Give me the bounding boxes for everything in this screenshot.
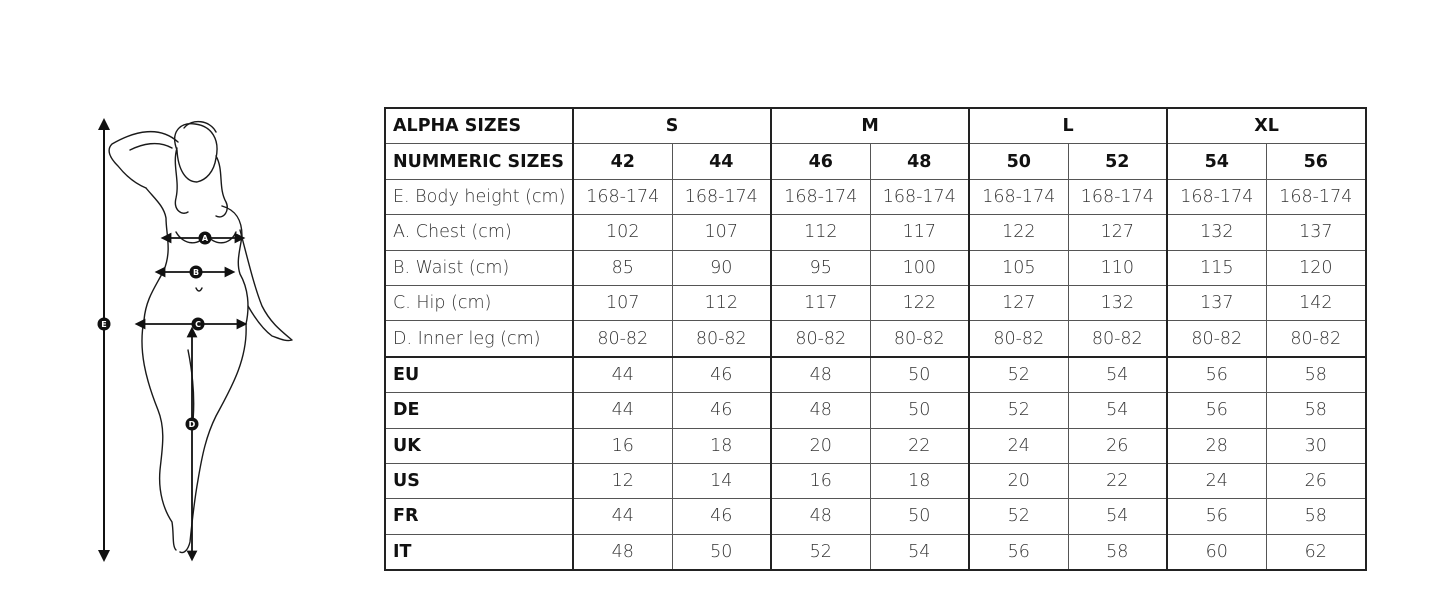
numeric-sizes-label: NUMMERIC SIZES — [385, 144, 573, 179]
conversion-value: 52 — [969, 393, 1068, 428]
conversion-value: 26 — [1068, 428, 1167, 463]
conversion-value: 48 — [573, 534, 672, 570]
alpha-size-cell: S — [573, 108, 771, 144]
hair-outline — [175, 148, 227, 217]
conversion-value: 62 — [1266, 534, 1366, 570]
measurement-value: 137 — [1167, 285, 1266, 320]
conversion-value: 18 — [870, 463, 969, 498]
conversion-row — [385, 499, 1366, 534]
measurement-label: E. Body height (cm) — [385, 179, 573, 214]
lower-arm — [240, 230, 292, 341]
measurement-value: 80-82 — [771, 321, 870, 357]
conversion-row — [385, 534, 1366, 570]
measurement-value: 107 — [672, 215, 771, 250]
conversion-value: 48 — [771, 357, 870, 393]
marker-c: C — [195, 320, 201, 329]
torso-right — [222, 206, 248, 324]
measurement-value: 80-82 — [969, 321, 1068, 357]
measurement-row — [385, 215, 1366, 250]
numeric-size-cell: 44 — [672, 144, 771, 179]
numeric-size-cell: 48 — [870, 144, 969, 179]
conversion-value: 24 — [969, 428, 1068, 463]
conversion-value: 16 — [573, 428, 672, 463]
conversion-value: 20 — [969, 463, 1068, 498]
conversion-value: 46 — [672, 357, 771, 393]
measurement-value: 117 — [870, 215, 969, 250]
measurement-value: 122 — [969, 215, 1068, 250]
measurement-value: 137 — [1266, 215, 1366, 250]
conversion-value: 50 — [870, 499, 969, 534]
numeric-size-cell: 42 — [573, 144, 672, 179]
conversion-value: 30 — [1266, 428, 1366, 463]
alpha-size-cell: L — [969, 108, 1167, 144]
leg-left — [142, 320, 176, 550]
conversion-value: 60 — [1167, 534, 1266, 570]
marker-d: D — [188, 420, 196, 429]
conversion-value: 46 — [672, 499, 771, 534]
measurement-value: 168-174 — [771, 179, 870, 214]
measurement-value: 105 — [969, 250, 1068, 285]
measurement-value: 127 — [969, 285, 1068, 320]
conversion-value: 44 — [573, 393, 672, 428]
conversion-value: 16 — [771, 463, 870, 498]
raised-arm — [109, 132, 178, 188]
measurement-value: 115 — [1167, 250, 1266, 285]
conversion-value: 18 — [672, 428, 771, 463]
measurement-label: B. Waist (cm) — [385, 250, 573, 285]
conversion-value: 26 — [1266, 463, 1366, 498]
measurement-value: 112 — [771, 215, 870, 250]
conversion-value: 56 — [1167, 393, 1266, 428]
alpha-sizes-label: ALPHA SIZES — [385, 108, 573, 144]
measurement-value: 80-82 — [1266, 321, 1366, 357]
marker-b: B — [192, 268, 200, 277]
conversion-value: 58 — [1266, 393, 1366, 428]
measurement-label: A. Chest (cm) — [385, 215, 573, 250]
measurement-value: 122 — [870, 285, 969, 320]
measurement-value: 112 — [672, 285, 771, 320]
measurement-value: 168-174 — [1068, 179, 1167, 214]
measurement-value: 168-174 — [870, 179, 969, 214]
conversion-value: 28 — [1167, 428, 1266, 463]
conversion-label: UK — [385, 428, 573, 463]
alpha-sizes-row — [385, 108, 1366, 144]
numeric-size-cell: 54 — [1167, 144, 1266, 179]
measurement-value: 168-174 — [672, 179, 771, 214]
measurement-value: 142 — [1266, 285, 1366, 320]
measurement-value: 120 — [1266, 250, 1366, 285]
conversion-value: 54 — [1068, 499, 1167, 534]
numeric-size-cell: 52 — [1068, 144, 1167, 179]
numeric-size-cell: 50 — [969, 144, 1068, 179]
conversion-value: 22 — [1068, 463, 1167, 498]
conversion-value: 52 — [771, 534, 870, 570]
measurement-value: 102 — [573, 215, 672, 250]
measurement-value: 80-82 — [870, 321, 969, 357]
marker-a: A — [201, 234, 209, 243]
conversion-value: 52 — [969, 499, 1068, 534]
measurement-row — [385, 250, 1366, 285]
conversion-value: 54 — [1068, 357, 1167, 393]
conversion-value: 56 — [1167, 357, 1266, 393]
measurement-value: 80-82 — [672, 321, 771, 357]
body-measurement-figure — [80, 110, 320, 570]
numeric-size-cell: 46 — [771, 144, 870, 179]
conversion-row — [385, 357, 1366, 393]
measurement-label: C. Hip (cm) — [385, 285, 573, 320]
measurement-value: 168-174 — [969, 179, 1068, 214]
alpha-size-cell: XL — [1167, 108, 1366, 144]
measurement-value: 95 — [771, 250, 870, 285]
conversion-value: 48 — [771, 499, 870, 534]
conversion-value: 20 — [771, 428, 870, 463]
conversion-value: 48 — [771, 393, 870, 428]
conversion-value: 24 — [1167, 463, 1266, 498]
measurement-value: 168-174 — [573, 179, 672, 214]
conversion-value: 58 — [1266, 499, 1366, 534]
conversion-value: 44 — [573, 499, 672, 534]
measurement-row — [385, 321, 1366, 357]
conversion-value: 52 — [969, 357, 1068, 393]
conversion-label: IT — [385, 534, 573, 570]
conversion-label: DE — [385, 393, 573, 428]
measurement-value: 85 — [573, 250, 672, 285]
conversion-value: 12 — [573, 463, 672, 498]
measurement-value: 80-82 — [1167, 321, 1266, 357]
conversion-row — [385, 463, 1366, 498]
numeric-sizes-row — [385, 144, 1366, 179]
measurement-value: 132 — [1068, 285, 1167, 320]
conversion-value: 56 — [969, 534, 1068, 570]
measurement-value: 117 — [771, 285, 870, 320]
conversion-value: 58 — [1266, 357, 1366, 393]
conversion-value: 54 — [1068, 393, 1167, 428]
marker-e: E — [101, 320, 107, 329]
measurement-row — [385, 285, 1366, 320]
size-chart-table — [384, 107, 1367, 571]
measurement-row — [385, 179, 1366, 214]
conversion-value: 50 — [870, 393, 969, 428]
measurement-label: D. Inner leg (cm) — [385, 321, 573, 357]
conversion-value: 58 — [1068, 534, 1167, 570]
conversion-value: 14 — [672, 463, 771, 498]
alpha-size-cell: M — [771, 108, 969, 144]
measurement-value: 168-174 — [1266, 179, 1366, 214]
hair-top — [184, 122, 216, 132]
torso-left — [144, 188, 168, 320]
conversion-value: 50 — [870, 357, 969, 393]
head-outline — [175, 124, 217, 182]
measurement-value: 168-174 — [1167, 179, 1266, 214]
measurement-value: 90 — [672, 250, 771, 285]
conversion-value: 54 — [870, 534, 969, 570]
measurement-value: 132 — [1167, 215, 1266, 250]
measurement-value: 80-82 — [573, 321, 672, 357]
conversion-label: US — [385, 463, 573, 498]
measurement-value: 80-82 — [1068, 321, 1167, 357]
conversion-label: EU — [385, 357, 573, 393]
conversion-row — [385, 428, 1366, 463]
measurement-value: 107 — [573, 285, 672, 320]
conversion-value: 50 — [672, 534, 771, 570]
conversion-value: 44 — [573, 357, 672, 393]
numeric-size-cell: 56 — [1266, 144, 1366, 179]
conversion-value: 46 — [672, 393, 771, 428]
measurement-value: 100 — [870, 250, 969, 285]
measurement-value: 110 — [1068, 250, 1167, 285]
conversion-value: 56 — [1167, 499, 1266, 534]
conversion-row — [385, 393, 1366, 428]
measurement-value: 127 — [1068, 215, 1167, 250]
conversion-label: FR — [385, 499, 573, 534]
conversion-value: 22 — [870, 428, 969, 463]
